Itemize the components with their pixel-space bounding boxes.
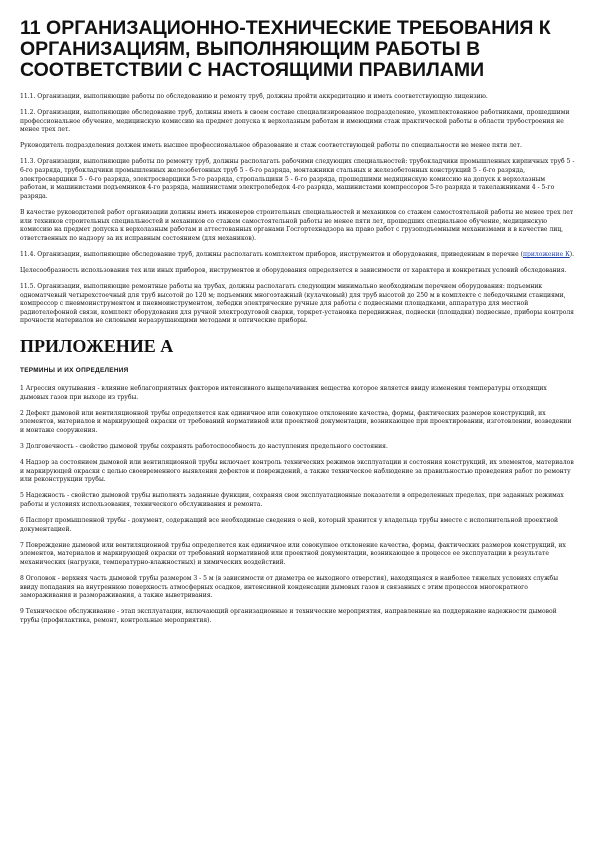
paragraph-11-4-tail: ). <box>569 250 575 258</box>
paragraph-manager-requirements: Руководитель подразделения должен иметь высшее профессиональное образование и стаж соответствующей работы по специальности не менее пяти лет. <box>20 142 522 150</box>
term-definition: 5 Надежность - свойство дымовой трубы выполнять заданные функции, сохраняя свои эксплуатационные показатели в определенных пределах, при заданных режимах работы и условиях использования, технического обслуживания и ремонта. <box>20 492 564 508</box>
term-definition: 9 Техническое обслуживание - этап эксплуатации, включающий организационные и технические мероприятия, направленные на поддержание надежности дымовой трубы (профилактика, ремонт, контрольные мероприятия). <box>20 608 557 624</box>
paragraph-11-4 <box>20 251 575 260</box>
paragraph-11-3: 11.3. Организации, выполняющие работы по ремонту труб, должны располагать рабочими следующих специальностей: трубокладчики промышленных кирпичных труб 5 - 6-го разряда, трубокладчики промышленных железобетонных труб 5 - 6-го разряда, монтажники стальных и железобетонных конструкций 5 - 6-го разряда, электросварщики 5 - 6-го разряда, электросварщики 5-го разряда, стропальщики 5 - 6-го разряда, прошедшими медицинскую комиссию на допуск к верхолазным работам, и машинистами подъемников 4-го разряда, машинистами электролебедок 4-го разряда, машинистами компрессоров 5-го разряда и такелажниками 4 - 5-го разряда. <box>20 158 575 200</box>
appendix-subtitle: ТЕРМИНЫ И ИХ ОПРЕДЕЛЕНИЯ <box>20 366 129 374</box>
term-definition: 6 Паспорт промышленной трубы - документ, содержащий все необходимые сведения о ней, который хранится у владельца трубы вместе с исполнительной проектной документацией. <box>20 517 559 533</box>
term-definition: 1 Агрессия окутывания - влияние неблагоприятных факторов интенсивного выщелачивания вещества которое является ввиду изменения температуры отходящих дымовых газов при выходе из трубы. <box>20 384 547 401</box>
paragraph-11-2: 11.2. Организации, выполняющие обследование труб, должны иметь в своем составе специализированное подразделение, укомплектованное работниками, прошедшими профессиональное обучение, медицинскую комиссию на предмет допуска к верхолазным работам и имеющими стаж практической работы в области трубостроения не менее трех лет. <box>20 109 570 134</box>
paragraph-11-4-text: 11.4. Организации, выполняющие обследование труб, должны располагать комплектом приборов, инструментов и оборудования, приведенным в перечне ( <box>20 250 523 258</box>
appendix-title: ПРИЛОЖЕНИЕ А <box>20 335 174 356</box>
paragraph-instruments: Целесообразность использования тех или иных приборов, инструментов и оборудования определяется в зависимости от характера и конкретных условий обследования. <box>20 266 567 274</box>
term-definition: 3 Долговечность - свойство дымовой трубы сохранять работоспособность до наступления предельного состояния. <box>20 442 388 450</box>
document-page <box>20 0 575 625</box>
section-title: 11 ОРГАНИЗАЦИОННО-ТЕХНИЧЕСКИЕ ТРЕБОВАНИЯ К ОРГАНИЗАЦИЯМ, ВЫПОЛНЯЮЩИМ РАБОТЫ В СООТВЕТСТВИИ С НАСТОЯЩИМИ ПРАВИЛАМИ <box>20 17 551 81</box>
terms-list <box>20 385 575 625</box>
term-definition: 8 Оголовок - верхняя часть дымовой трубы размером 3 - 5 м (в зависимости от диаметра ее выходного отверстия), находящаяся в наиболее тяжелых условиях службы ввиду попадания на внутреннюю поверхность атмосферных осадков, интенсивной конденсации дымовых газов и связанных с этим процессов многократного замораживания и размораживания, а также выветривания. <box>20 574 559 600</box>
term-definition: 2 Дефект дымовой или вентиляционной трубы определяется как единичное или совокупное отклонение качества, формы, фактических размеров конструкций, их элементов, материалов и маркирующей окраски от требований нормативной или проектной документации, возникающее при проектировании, изготовлении, возведении и монтаже сооружения. <box>20 409 572 434</box>
term-definition: 4 Надзор за состоянием дымовой или вентиляционной трубы включает контроль технических режимов эксплуатации и состояния конструкций, их элементов, материалов и маркирующей окраски с целью своевременного выявления дефектов и повреждений, а также техническое наблюдение за правильностью проведения работ по ремонту или реконструкции трубы. <box>20 459 574 484</box>
appendix-k-link[interactable]: приложение К <box>522 250 570 258</box>
paragraph-11-1: 11.1. Организации, выполняющие работы по обследованию и ремонту труб, должны пройти аккредитацию и иметь соответствующую лицензию. <box>20 93 488 100</box>
paragraph-11-5: 11.5. Организации, выполняющие ремонтные работы на трубах, должны располагать следующим минимально необходимым перечнем оборудования: подъемник одноматчевый четырехстоечный для труб высотой до 120 м; подъемник многоэтажный (кулачковый) для труб высотой до 250 м в комплекте с лебедочными станциями, компрессор с пневмоинструментом и пневмоинструментом, лебедки электрические ручные для работы с подвесными площадками, аппаратура для местной радиотелефонной связи, комплект оборудования для ручной электродуговой сварки, торкрет-установка передвижная, подвески (площадки) подвесные, приборы контроля прочности материалов не силовыми неразрушающими методами и оптические приборы. <box>20 283 575 325</box>
paragraph-supervisors: В качестве руководителей работ организации должны иметь инженеров строительных специальностей и механиков со стажем самостоятельной работы не менее трех лет или техников строительных специальностей и механиков со стажем самостоятельной работы не менее пяти лет, прошедших специальное обучение, медицинскую комиссию на предмет допуска к верхолазным работам и аттестованных органами Госгортехнадзора на право работ с грузоподъемными механизмами и в качестве лиц, ответственных по надзору за их исправным состоянием (для механиков). <box>20 208 574 242</box>
term-definition: 7 Повреждение дымовой или вентиляционной трубы определяется как единичное или совокупное отклонение качества, формы, фактических размеров конструкций, их элементов, материалов и маркирующей окраски от требований нормативной или проектной документации, возникающее в процессе ее эксплуатации в результате механических (нагрузки, температурно-влажностных) и химических воздействий. <box>20 541 566 566</box>
